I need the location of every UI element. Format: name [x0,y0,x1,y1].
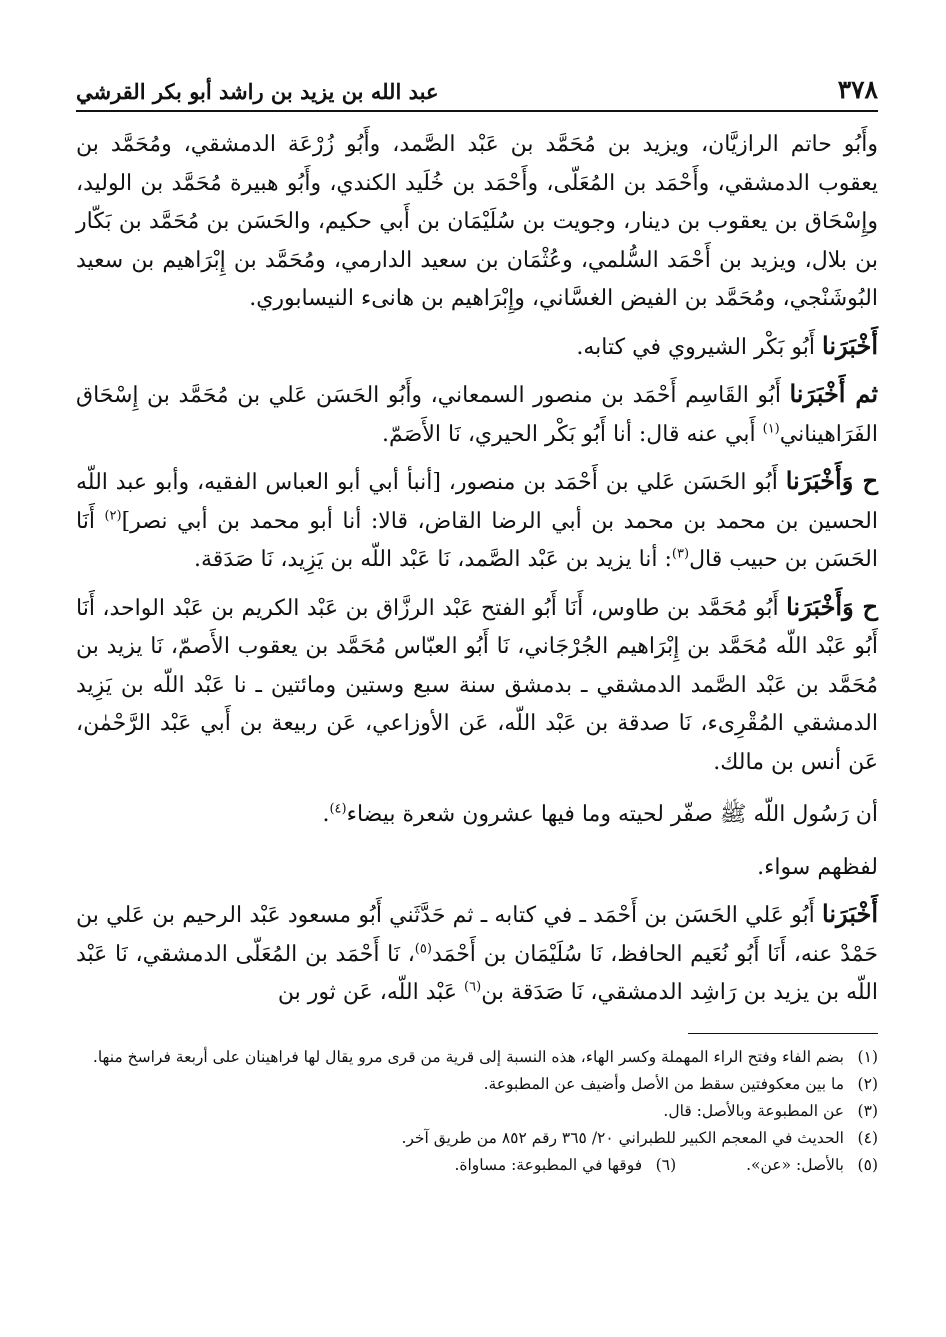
paragraph-text: أن رَسُول اللّه ﷺ صفّر لحيته وما فيها عشرون شعرة بيضاء [346,802,878,827]
footnote-number: (٦) [655,1155,677,1174]
footnote-ref[interactable]: (٢) [104,508,122,524]
paragraph-text-cont: . [322,802,330,827]
main-text [76,112,878,1013]
akhbarana-keyword: ح وَأَخْبَرَنا [786,591,878,621]
paragraph-text-cont: أَنَا الحَسَن بن حبيب قال [76,508,878,572]
footnote-text: عن المطبوعة وبالأصل: قال. [663,1101,844,1120]
akhbarana-keyword: أَخْبَرَنا [822,330,878,360]
footnote-ref[interactable]: (٥) [414,941,432,957]
footnote-text: بالأصل: «عن». [746,1155,844,1174]
footnote-ref[interactable]: (٣) [671,546,690,562]
running-title: عبد الله بن يزيد بن راشد أبو بكر القرشي [76,79,439,104]
footnote-item [76,1125,878,1152]
footnote-ref[interactable]: (٤) [329,801,347,817]
footnote-ref[interactable]: (٦) [464,979,482,995]
paragraph-text: أَبُو القَاسِم أَحْمَد بن منصور السمعاني، وأَبُو الحَسَن عَلي بن مُحَمَّد بن إِسْحَاق الفَرَاهيناني [76,383,878,447]
footnote-item [76,1044,878,1071]
paragraph-text-cont: : أنا يزيد بن عَبْد الصَّمد، نَا عَبْد اللّه بن يَزِيد، نَا صَدَقة. [193,547,672,572]
paragraph-hadith-text [76,796,878,835]
paragraph-isnad-2 [76,375,878,454]
paragraph-text: وأَبُو حاتم الرازيَّان، ويزيد بن مُحَمَّد بن عَبْد الصَّمد، وأَبُو زُرْعَة الدمشقي، ومُحَمَّد بن يعقوب الدمشقي، وأَحْمَد بن المُعَلّى، وأَحْمَد بن خُلَيد الكندي، وأَبُو هبيرة مُحَمَّد بن الوليد، وإِسْحَاق بن يعقوب بن دينار، وجويت بن سُلَيْمَان بن أَبي حكيم، والحَسَن بن مُحَمَّد بن بَكّار بن بلال، ويزيد بن أَحْمَد السُّلمي، وعُثْمَان بن سعيد الدارمي، ومُحَمَّد بن إِبْرَاهيم بن سعيد البُوشَنْجي، ومُحَمَّد بن الفيض الغسَّاني، وإِبْرَاهيم بن هانىء النيسابوري. [76,132,878,311]
footnote-number: (١) [857,1047,878,1066]
footnote-text: الحديث في المعجم الكبير للطبراني ٢٠/ ٣٦٥ رقم ٨٥٢ من طريق آخر. [401,1128,844,1147]
paragraph-isnad-5 [76,895,878,1013]
paragraph-note [76,849,878,888]
footnote-item [746,1152,878,1179]
footnote-text: ما بين معكوفتين سقط من الأصل وأضيف عن المطبوعة. [483,1074,844,1093]
paragraph-text-cont: ، نَا أَحْمَد بن المُعَلّى الدمشقي، نَا عَبْد اللّه بن يزيد بن رَاشِد الدمشقي، نَا صَدَقة بن [76,941,878,1005]
page-number: ٣٧٨ [837,75,878,104]
akhbarana-keyword: ح وَأَخْبَرَنا [785,466,878,495]
footnote-item [76,1071,878,1098]
footnotes [76,1044,878,1179]
footnote-number: (٤) [857,1128,878,1147]
paragraph-text: أَبُو مُحَمَّد بن طاوس، أَنَا أَبُو الفتح عَبْد الرزَّاق بن عَبْد الكريم بن عَبْد الواحد، أَنَا أَبُو عَبْد اللّه مُحَمَّد بن إِبْرَاهيم الجُرْجَاني، نَا أَبُو العبّاس مُحَمَّد بن يعقوب الأَصمّ، نَا يزيد بن مُحَمَّد بن عَبْد الصَّمد الدمشقي ـ بدمشق سنة سبع وستين ومائتين ـ نا عَبْد اللّه بن يَزِيد الدمشقي المُقْرِىء، نَا صدقة بن عَبْد اللّه، عَن الأوزاعي، عَن ربيعة بن أَبي عَبْد الرَّحْمٰن، عَن أنس بن مالك. [76,595,879,775]
akhbarana-keyword: ثم أَخْبَرَنا [789,379,878,408]
paragraph-text-cont: أَبي عنه قال: أنا أَبُو بَكْر الحيري، نَا الأَصَمّ. [382,421,763,447]
footnote-item [454,1152,676,1179]
paragraph-text: أَبُو بَكْر الشيروي في كتابه. [576,334,823,360]
footnote-ref[interactable]: (١) [762,421,780,437]
paragraph-text: أَبُو عَلي الحَسَن بن أَحْمَد ـ في كتابه ـ ثم حَدَّثَني أَبُو مسعود عَبْد الرحيم بن عَلي بن حَمْدْ عنه، أَنَا أَبُو نُعَيم الحافظ، نَا سُلَيْمَان بن أَحْمَد [76,903,878,967]
footnote-divider [688,1033,878,1034]
footnote-number: (٣) [857,1101,878,1120]
paragraph-isnad-4 [76,588,878,783]
footnote-item [76,1098,878,1125]
paragraph-text: أَبُو الحَسَن عَلي بن أَحْمَد بن منصور، [أنبأ أبي أبو العباس الفقيه، وأبو عبد اللّه الحسين بن محمد بن محمد بن أبي الرضا القاض، قالا: أنا أبو محمد بن أبي نصر] [76,470,878,534]
paragraph-narrators [76,126,878,319]
footnote-text: فوقها في المطبوعة: مساواة. [454,1155,643,1174]
akhbarana-keyword: أَخْبَرَنا [822,899,878,928]
paragraph-isnad-1 [76,327,878,368]
footnote-number: (٢) [857,1074,878,1093]
paragraph-isnad-3 [76,462,878,580]
paragraph-text-cont: عَبْد اللّه، عَن ثور بن [277,980,465,1005]
paragraph-text: لفظهم سواء. [757,854,878,880]
page-header [76,0,878,112]
footnote-text: بضم الفاء وفتح الراء المهملة وكسر الهاء، هذه النسبة إلى قرية من قرى مرو يقال لها فراهينان على أربعة فراسخ منها. [92,1047,844,1066]
footnote-number: (٥) [857,1155,878,1174]
footnote-row [76,1152,878,1179]
